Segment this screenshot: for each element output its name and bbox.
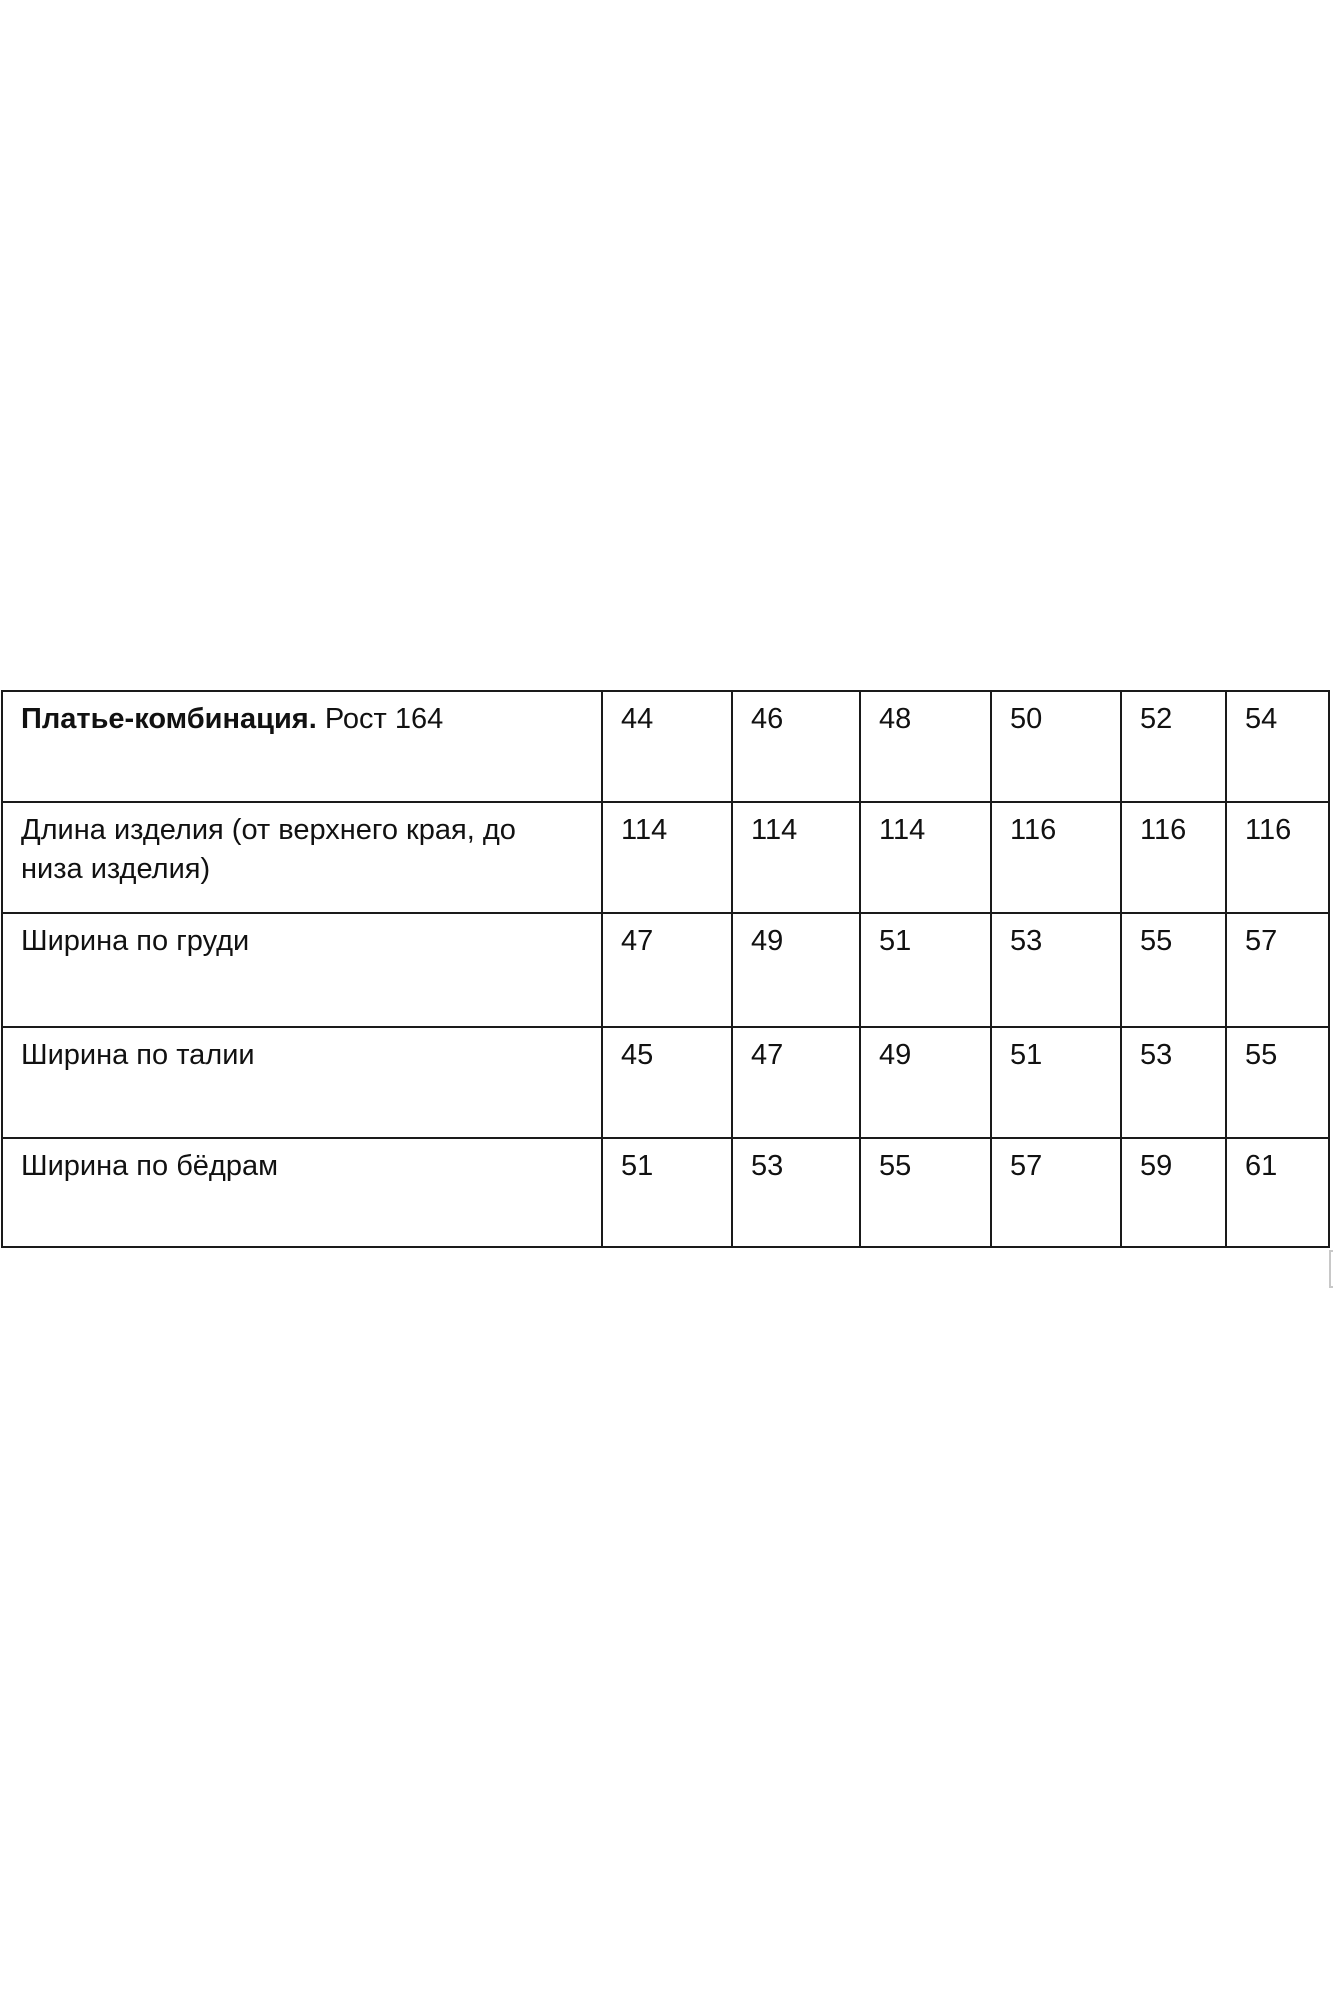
value-cell: 49 bbox=[860, 1027, 991, 1138]
value-cell: 57 bbox=[1226, 913, 1329, 1027]
value-cell: 51 bbox=[991, 1027, 1121, 1138]
value-cell: 49 bbox=[732, 913, 860, 1027]
value-cell: 59 bbox=[1121, 1138, 1226, 1247]
table-row bbox=[2, 1027, 1329, 1138]
size-header-cell: 54 bbox=[1226, 691, 1329, 802]
value-cell: 116 bbox=[1121, 802, 1226, 913]
table-title-cell bbox=[2, 691, 602, 802]
value-cell: 55 bbox=[1121, 913, 1226, 1027]
page-edge-marker bbox=[1329, 1250, 1333, 1288]
size-table bbox=[1, 690, 1330, 1248]
value-cell: 55 bbox=[1226, 1027, 1329, 1138]
table-row bbox=[2, 802, 1329, 913]
table-row bbox=[2, 913, 1329, 1027]
size-header-cell: 50 bbox=[991, 691, 1121, 802]
value-cell: 51 bbox=[860, 913, 991, 1027]
value-cell: 55 bbox=[860, 1138, 991, 1247]
value-cell: 53 bbox=[991, 913, 1121, 1027]
size-header-cell: 44 bbox=[602, 691, 732, 802]
row-label-cell: Длина изделия (от верхнего края, до низа изделия) bbox=[2, 802, 602, 913]
table-row bbox=[2, 1138, 1329, 1247]
value-cell: 53 bbox=[732, 1138, 860, 1247]
row-label-cell: Ширина по бёдрам bbox=[2, 1138, 602, 1247]
value-cell: 114 bbox=[860, 802, 991, 913]
value-cell: 114 bbox=[602, 802, 732, 913]
value-cell: 51 bbox=[602, 1138, 732, 1247]
value-cell: 57 bbox=[991, 1138, 1121, 1247]
size-header-cell: 48 bbox=[860, 691, 991, 802]
row-label-cell: Ширина по талии bbox=[2, 1027, 602, 1138]
product-name: Платье-комбинация. bbox=[21, 703, 317, 735]
value-cell: 53 bbox=[1121, 1027, 1226, 1138]
size-header-cell: 52 bbox=[1121, 691, 1226, 802]
value-cell: 116 bbox=[1226, 802, 1329, 913]
table-header-row bbox=[2, 691, 1329, 802]
size-header-cell: 46 bbox=[732, 691, 860, 802]
value-cell: 47 bbox=[732, 1027, 860, 1138]
value-cell: 61 bbox=[1226, 1138, 1329, 1247]
value-cell: 116 bbox=[991, 802, 1121, 913]
height-label: Рост 164 bbox=[316, 703, 444, 735]
value-cell: 45 bbox=[602, 1027, 732, 1138]
row-label-cell: Ширина по груди bbox=[2, 913, 602, 1027]
value-cell: 114 bbox=[732, 802, 860, 913]
value-cell: 47 bbox=[602, 913, 732, 1027]
